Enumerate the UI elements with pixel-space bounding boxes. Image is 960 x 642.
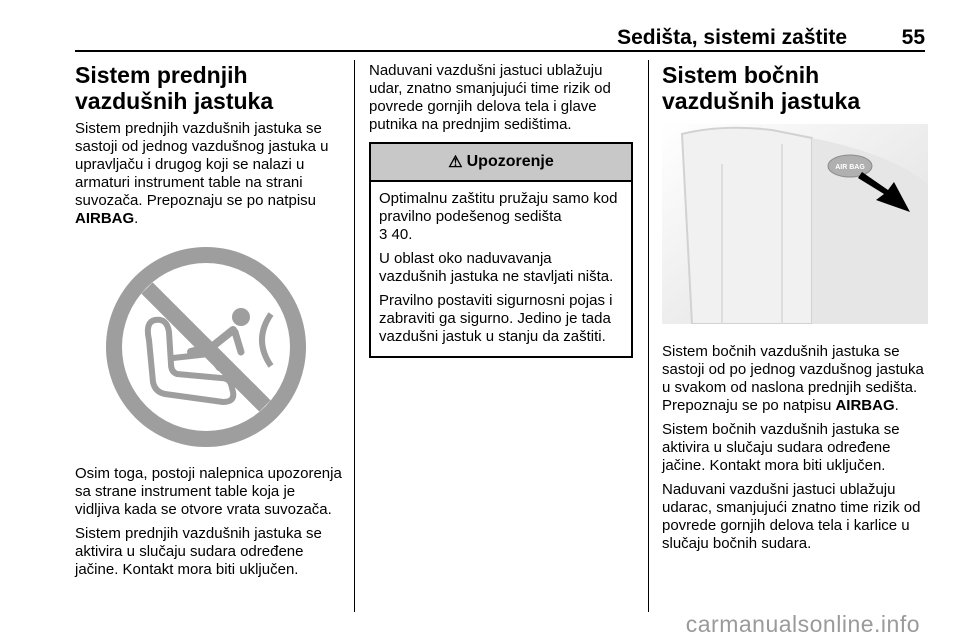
airbag-label-text: AIR BAG	[835, 164, 865, 171]
warning-title: Upozorenje	[466, 153, 554, 170]
column-divider	[354, 60, 355, 612]
warning-header	[371, 144, 631, 182]
paragraph: Sistem bočnih vazdušnih jastuka se sastoji od po jednog vazdušnog jastuka u svakom od naslona prednjih sedišta. Prepoznaju se po natpisu AIRBAG.	[662, 343, 924, 414]
warning-triangle-icon: ⚠	[448, 154, 463, 171]
section-heading-front-airbags: Sistem prednjih vazdušnih jastuka	[75, 62, 274, 114]
column-divider	[648, 60, 649, 612]
warning-body	[371, 182, 631, 356]
section-heading-side-airbags: Sistem bočnih vazdušnih jastuka	[662, 62, 861, 114]
paragraph: Osim toga, postoji nalepnica upozorenja sa strane instrument table koja je vidljiva kada se otvore vrata suvozača.	[75, 465, 342, 518]
warning-box	[369, 142, 633, 358]
paragraph: Sistem prednjih vazdušnih jastuka se aktivira u slučaju sudara određene jačine. Kontakt mora biti uključen.	[75, 525, 322, 578]
seat-airbag-label-illustration	[662, 124, 928, 324]
warning-paragraph: Pravilno postaviti sigurnosni pojas i zabraviti ga sigurno. Jedino je tada vazdušni jastuk u stanju da zaštiti.	[379, 292, 613, 345]
column-middle	[369, 62, 633, 358]
warning-paragraph: U oblast oko naduvavanja vazdušnih jastuka ne stavljati ništa.	[379, 250, 614, 285]
airbag-label: AIRBAG	[835, 397, 895, 414]
paragraph: Naduvani vazdušni jastuci ublažuju udar, znatno smanjujući time rizik od povrede gornjih delova tela i glave putnika na prednjim sedištima.	[369, 62, 611, 133]
paragraph: Naduvani vazdušni jastuci ublažuju udarac, smanjujući znatno time rizik od povrede gornjih delova tela i karlice u slučaju bočnih sudara.	[662, 481, 921, 552]
column-left	[75, 62, 343, 579]
page-number: 55	[901, 26, 925, 49]
watermark: carmanualsonline.info	[685, 611, 920, 637]
column-right	[662, 62, 928, 553]
warning-paragraph: Optimalnu zaštitu pružaju samo kod pravilno podešenog sedišta 3 40.	[379, 190, 618, 243]
no-child-seat-warning-icon	[73, 242, 339, 452]
paragraph: Sistem prednjih vazdušnih jastuka se sastoji od jednog vazdušnog jastuka u upravljaču i drugog koji se nalazi u armaturi instrument table na strani suvozača. Prepoznaju se po natpisu AIRBAG.	[75, 120, 329, 227]
paragraph: Sistem bočnih vazdušnih jastuka se aktivira u slučaju sudara određene jačine. Kontakt mora biti uključen.	[662, 421, 900, 474]
airbag-label: AIRBAG	[75, 210, 135, 227]
page-header	[75, 20, 925, 52]
page-title: Sedišta, sistemi zaštite	[617, 26, 847, 49]
page-reference: 3 40.	[379, 226, 413, 243]
